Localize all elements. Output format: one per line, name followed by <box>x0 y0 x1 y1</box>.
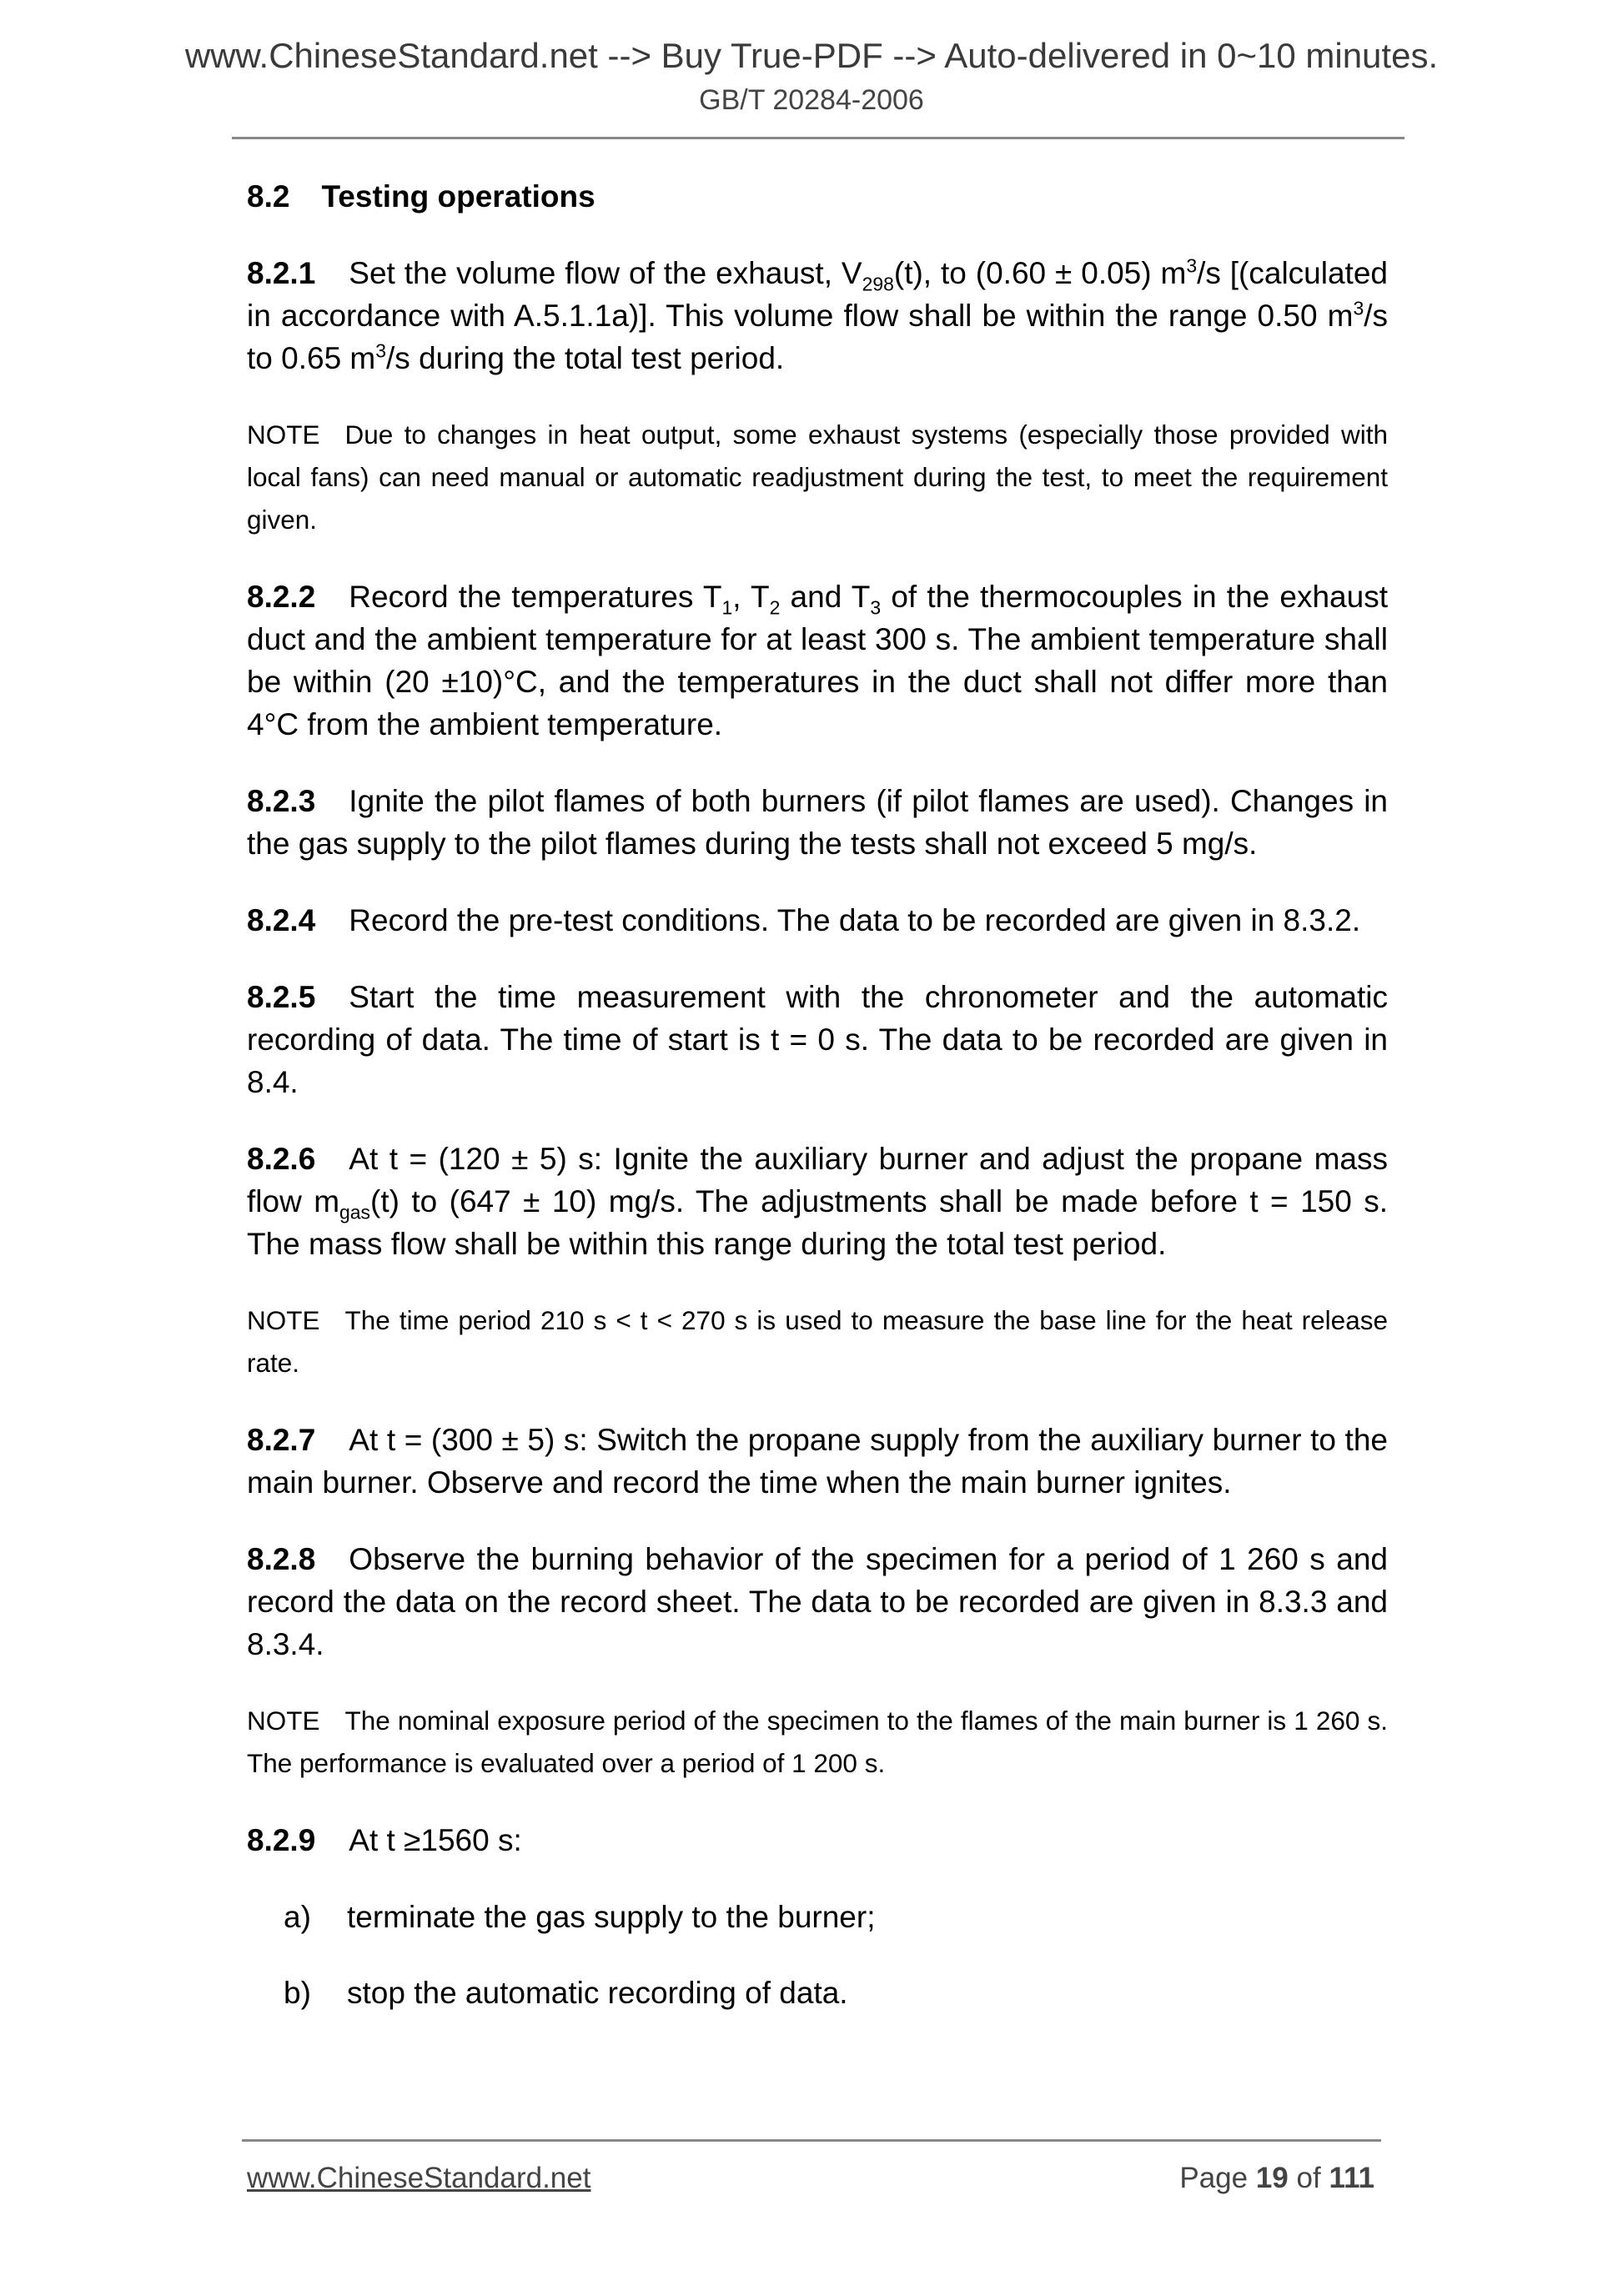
subscript: 298 <box>862 273 894 295</box>
clause-paragraph <box>247 575 1388 746</box>
list-item-b <box>284 1972 1388 2014</box>
clause-text: Observe the burning behavior of the specimen for a period of 1 260 s and record the data on the record sheet. The data to be recorded are given in 8.3.3 and 8.3.4. <box>247 1542 1388 1661</box>
clause-text: Set the volume flow of the exhaust, V <box>349 256 862 290</box>
section-title: Testing operations <box>321 179 595 214</box>
list-label: b) <box>284 1976 311 2010</box>
clause-paragraph <box>247 780 1388 865</box>
header-banner: www.ChineseStandard.net --> Buy True-PDF --> Auto-delivered in 0~10 minutes. <box>184 36 1439 75</box>
clause-text: Due to changes in heat output, some exhaust systems (especially those provided with local fans) can need manual or automatic readjustment during the test, to meet the requirement given. <box>247 420 1388 535</box>
list-item-a <box>284 1896 1388 1938</box>
page-number <box>1179 2162 1374 2195</box>
footer-rule <box>242 2139 1381 2142</box>
clause-text: At t = (300 ± 5) s: Switch the propane supply from the auxiliary burner to the main burner. Observe and record the time when the main burner ignites. <box>247 1423 1388 1500</box>
clause-paragraph <box>247 1538 1388 1665</box>
clause-number: 8.2.9 <box>247 1823 316 1857</box>
clause-text: (t), to (0.60 ± 0.05) m <box>893 256 1187 290</box>
superscript: 3 <box>375 339 387 362</box>
clause-paragraph <box>247 1819 1388 1861</box>
clause-text: At t ≥1560 s: <box>349 1823 522 1857</box>
clause-paragraph <box>247 899 1388 942</box>
clause-text: Record the temperatures T <box>349 580 722 614</box>
current-page: 19 <box>1255 2162 1289 2194</box>
clause-number: 8.2.1 <box>247 256 316 290</box>
subscript: 1 <box>721 596 733 619</box>
note-paragraph <box>247 1700 1388 1785</box>
page-label: Page <box>1179 2162 1249 2194</box>
section-heading <box>247 175 1388 218</box>
note-label: NOTE <box>247 1305 320 1335</box>
total-pages: 111 <box>1329 2162 1374 2194</box>
note-label: NOTE <box>247 420 320 450</box>
clause-text: of the thermocouples in the exhaust duct and the ambient temperature for at least 300 s. The ambient temperature shall be within (20 ±10)°C, and the temperatures in the duct shall not differ more than 4°C from the ambient temperature. <box>247 580 1388 741</box>
body <box>247 252 1388 2047</box>
clause-text: Start the time measurement with the chronometer and the automatic recording of data. The time of start is t = 0 s. The data to be recorded are given in 8.4. <box>247 980 1388 1099</box>
list-label: a) <box>284 1900 311 1934</box>
clause-text: Ignite the pilot flames of both burners (if pilot flames are used). Changes in the gas supply to the pilot flames during the tests shall not exceed 5 mg/s. <box>247 784 1388 861</box>
clause-text: , T <box>732 580 770 614</box>
clause-text: The nominal exposure period of the specimen to the flames of the main burner is 1 260 s. The performance is evaluated over a period of 1 200 s. <box>247 1706 1388 1778</box>
clause-text: At t = (120 ± 5) s: Ignite the auxiliary burner and adjust the propane mass flow m <box>247 1142 1388 1218</box>
clause-text: Record the pre-test conditions. The data to be recorded are given in 8.3.2. <box>349 903 1361 937</box>
clause-text: /s during the total test period. <box>386 341 785 375</box>
superscript: 3 <box>1353 297 1364 319</box>
clause-paragraph <box>247 1419 1388 1504</box>
superscript: 3 <box>1186 254 1198 277</box>
clause-text: and T <box>780 580 871 614</box>
clause-text: /s [(calculated in accordance with A.5.1.1a)]. This volume flow shall be within the range 0.50 m <box>247 256 1388 333</box>
subscript: 2 <box>769 596 781 619</box>
note-paragraph <box>247 414 1388 541</box>
clause-number: 8.2.8 <box>247 1542 316 1576</box>
note-label: NOTE <box>247 1706 320 1736</box>
list-text: stop the automatic recording of data. <box>347 1976 848 2010</box>
of-label: of <box>1296 2162 1321 2194</box>
clause-number: 8.2.7 <box>247 1423 316 1457</box>
clause-number: 8.2.4 <box>247 903 316 937</box>
clause-number: 8.2.2 <box>247 580 316 614</box>
list-text: terminate the gas supply to the burner; <box>347 1900 876 1934</box>
subscript: 3 <box>870 596 882 619</box>
clause-text: (t) to (647 ± 10) mg/s. The adjustments shall be made before t = 150 s. The mass flow shall be within this range during the total test period. <box>247 1184 1389 1261</box>
clause-number: 8.2.5 <box>247 980 316 1014</box>
clause-paragraph <box>247 976 1388 1103</box>
header-rule <box>232 137 1404 139</box>
clause-number: 8.2.6 <box>247 1142 316 1176</box>
clause-paragraph <box>247 252 1388 379</box>
clause-text: The time period 210 s < t < 270 s is used to measure the base line for the heat release rate. <box>247 1305 1388 1378</box>
section-number: 8.2 <box>247 179 290 214</box>
subscript: gas <box>339 1201 371 1223</box>
clause-number: 8.2.3 <box>247 784 316 818</box>
clause-paragraph <box>247 1138 1388 1265</box>
clauses <box>247 252 1388 1861</box>
note-paragraph <box>247 1299 1388 1384</box>
clause-text: /s to 0.65 m <box>247 299 1388 375</box>
footer-website-link[interactable]: www.ChineseStandard.net <box>247 2162 591 2194</box>
document-id: GB/T 20284-2006 <box>699 84 924 116</box>
